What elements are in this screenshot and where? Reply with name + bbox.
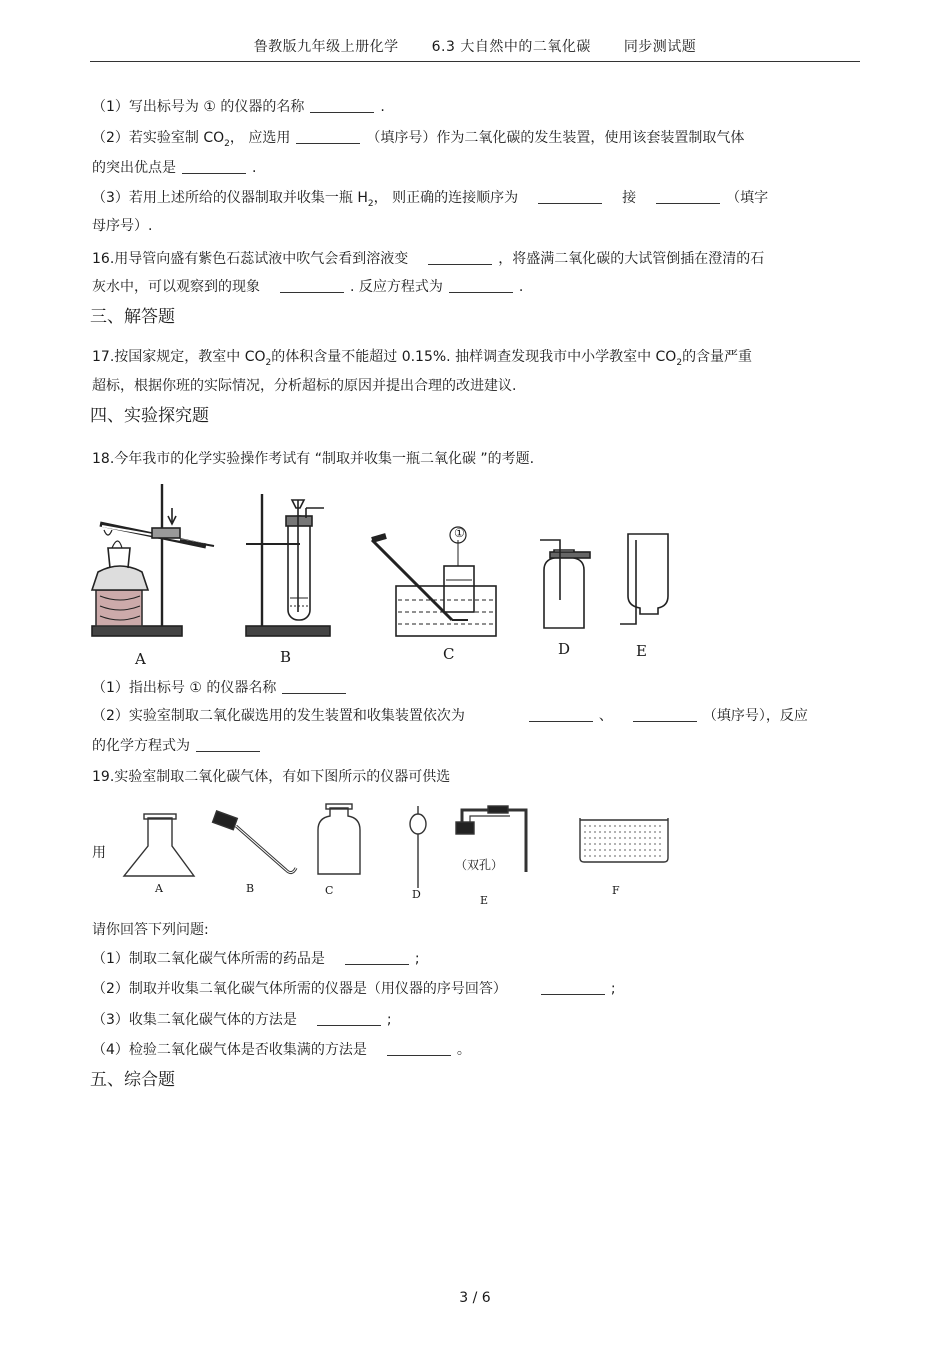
apparatus-label-e: E bbox=[636, 642, 647, 660]
apparatus-label-c: C bbox=[443, 645, 455, 663]
q19-label-a: A bbox=[155, 882, 163, 895]
q15-part3: （3）若用上述所给的仪器制取并收集一瓶 $H_2$， 则正确的连接顺序为 接 （填字 bbox=[92, 190, 769, 209]
q18-part2: （2）实验室制取二氧化碳选用的发生装置和收集装置依次为 、 （填序号），反应 bbox=[92, 708, 808, 724]
header-book: 鲁教版九年级上册化学 bbox=[253, 39, 399, 55]
q19-label-b: B bbox=[246, 882, 255, 895]
q17-line1: 17.按国家规定，教室中 $CO_2$的体积含量不能超过 0.15%. 抽样调查发现我市中小学教室中 $CO_2$的含量严重 bbox=[92, 349, 753, 368]
answer-blank[interactable] bbox=[282, 679, 346, 694]
apparatus-c-drawing bbox=[372, 527, 496, 636]
q19-line1: 19.实验室制取二氧化碳气体，有如下图所示的仪器可供选 bbox=[92, 769, 451, 785]
answer-blank[interactable] bbox=[541, 980, 605, 995]
header-chapter: 6.3 大自然中的二氧化碳 bbox=[431, 39, 591, 55]
q15-part2: （2）若实验室制 $CO_2$， 应选用 （填序号）作为二氧化碳的发生装置，使用该套装置制取气体 bbox=[92, 130, 745, 149]
answer-blank[interactable] bbox=[529, 707, 593, 722]
q15-part3-line2: 母序号）. bbox=[92, 218, 153, 234]
apparatus-19c-drawing bbox=[318, 804, 360, 874]
answer-blank[interactable] bbox=[633, 707, 697, 722]
q18-part2-line2: 的化学方程式为 bbox=[92, 736, 266, 756]
q19-part2: （2）制取并收集二氧化碳气体所需的仪器是（用仪器的序号回答） ; bbox=[92, 981, 616, 997]
q15-part1: （1）写出标号为 ① 的仪器的名称 . bbox=[92, 99, 385, 115]
apparatus-label-d: D bbox=[558, 640, 571, 658]
q16-line2: 灰水中，可以观察到的现象 . 反应方程式为 . bbox=[92, 279, 524, 295]
q19-label-e: E bbox=[480, 894, 489, 907]
q19-part3: （3）收集二氧化碳气体的方法是 ; bbox=[92, 1012, 392, 1028]
q19-part4: （4）检验二氧化碳气体是否收集满的方法是 。 bbox=[92, 1042, 471, 1058]
apparatus-a-drawing bbox=[92, 484, 214, 636]
q19-intro: 请你回答下列问题: bbox=[92, 922, 209, 938]
q19-yong: 用 bbox=[92, 845, 106, 861]
answer-blank[interactable] bbox=[196, 737, 260, 752]
apparatus-19d-drawing bbox=[410, 806, 426, 888]
apparatus-label-b: B bbox=[280, 648, 292, 666]
answer-blank[interactable] bbox=[317, 1011, 381, 1026]
q19-label-c: C bbox=[325, 884, 334, 897]
q18-part1: （1）指出标号 ① 的仪器名称 bbox=[92, 678, 352, 698]
apparatus-d-drawing bbox=[540, 540, 590, 628]
page-number: 3 / 6 bbox=[459, 1290, 491, 1306]
apparatus-19f-drawing bbox=[580, 818, 668, 862]
q19-label-f: F bbox=[612, 884, 620, 897]
apparatus-19b-drawing bbox=[213, 811, 296, 873]
apparatus-e-drawing bbox=[620, 534, 668, 624]
q18-line1: 18.今年我市的化学实验操作考试有 “制取并收集一瓶二氧化碳 ”的考题. bbox=[92, 451, 535, 467]
apparatus-b-drawing bbox=[246, 494, 330, 636]
apparatus-mark-1: ① bbox=[454, 526, 465, 540]
section-5-title: 五、综合题 bbox=[90, 1070, 175, 1090]
header-kind: 同步测试题 bbox=[623, 39, 697, 55]
q17-line2: 超标，根据你班的实际情况，分析超标的原因并提出合理的改进建议. bbox=[92, 378, 517, 394]
q19-double-hole: （双孔） bbox=[455, 858, 504, 872]
apparatus-label-a: A bbox=[135, 650, 146, 668]
section-4-title: 四、实验探究题 bbox=[90, 406, 209, 426]
q16-line1: 16.用导管向盛有紫色石蕊试液中吹气会看到溶液变 ，将盛满二氧化碳的大试管倒插在澄清的石 bbox=[92, 251, 765, 267]
answer-blank[interactable] bbox=[387, 1041, 451, 1056]
q19-part1: （1）制取二氧化碳气体所需的药品是 ; bbox=[92, 951, 420, 967]
q15-part2-line2: 的突出优点是 . bbox=[92, 160, 257, 176]
apparatus-19a-drawing bbox=[124, 814, 194, 876]
section-3-title: 三、解答题 bbox=[90, 307, 175, 327]
answer-blank[interactable] bbox=[345, 950, 409, 965]
q19-label-d: D bbox=[412, 888, 421, 901]
